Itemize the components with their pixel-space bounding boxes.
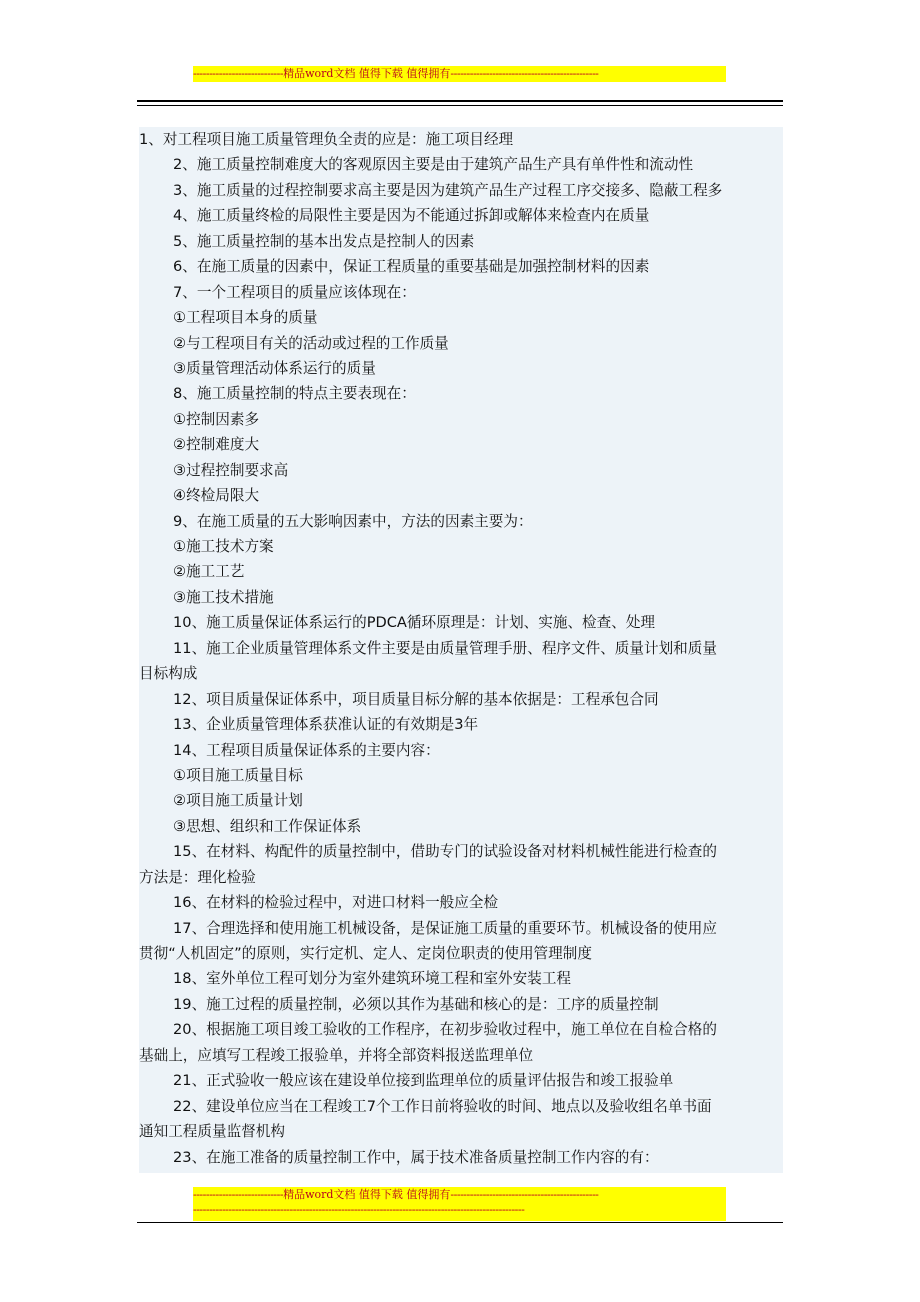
body-line: 5、施工质量控制的基本出发点是控制人的因素 — [173, 232, 475, 250]
body-line: 4、施工质量终检的局限性主要是因为不能通过拆卸或解体来检查内在质量 — [173, 207, 650, 225]
body-line: ③过程控制要求高 — [173, 461, 289, 479]
body-line: 15、在材料、构配件的质量控制中，借助专门的试验设备对材料机械性能进行检查的 — [173, 843, 717, 861]
body-line: 6、在施工质量的因素中，保证工程质量的重要基础是加强控制材料的因素 — [173, 258, 650, 276]
header-banner-right-dashes: ---------------------------------------------- — [450, 67, 599, 80]
body-line: 20、根据施工项目竣工验收的工作程序，在初步验收过程中，施工单位在自检合格的 — [173, 1021, 717, 1039]
body-line: 17、合理选择和使用施工机械设备，是保证施工质量的重要环节。机械设备的使用应 — [173, 919, 717, 937]
body-line: 13、企业质量管理体系获准认证的有效期是3年 — [173, 716, 479, 734]
body-line: 2、施工质量控制难度大的客观原因主要是由于建筑产品生产具有单件性和流动性 — [173, 156, 694, 174]
body-line: ③质量管理活动体系运行的质量 — [173, 359, 376, 377]
header-banner-left-dashes: ---------------------------- — [193, 67, 284, 80]
footer-banner — [193, 1187, 726, 1221]
header-banner-text: 精品word文档 值得下载 值得拥有 — [283, 67, 451, 80]
body-line: 10、施工质量保证体系运行的PDCA循环原理是：计划、实施、检查、处理 — [173, 614, 656, 632]
body-line: ③思想、组织和工作保证体系 — [173, 817, 362, 835]
footer-banner-left-dashes: ---------------------------- — [193, 1188, 284, 1201]
body-line: ③施工技术措施 — [173, 588, 274, 606]
header-banner — [193, 66, 726, 82]
header-rule-thin — [137, 105, 783, 106]
body-line: 21、正式验收一般应该在建设单位接到监理单位的质量评估报告和竣工报验单 — [173, 1072, 674, 1090]
body-line: 18、室外单位工程可划分为室外建筑环境工程和室外安装工程 — [173, 970, 572, 988]
body-line-continuation: 通知工程质量监督机构 — [139, 1123, 285, 1141]
body-line: 9、在施工质量的五大影响因素中，方法的因素主要为： — [173, 512, 533, 530]
body-line: 8、施工质量控制的特点主要表现在： — [173, 385, 416, 403]
body-line: 3、施工质量的过程控制要求高主要是因为建筑产品生产过程工序交接多、隐蔽工程多 — [173, 181, 723, 199]
body-line: 19、施工过程的质量控制，必须以其作为基础和核心的是：工序的质量控制 — [173, 995, 659, 1013]
body-line: ①施工技术方案 — [173, 538, 274, 555]
body-line-continuation: 方法是：理化检验 — [139, 868, 256, 886]
body-line: 23、在施工准备的质量控制工作中，属于技术准备质量控制工作内容的有： — [173, 1148, 659, 1166]
body-line: 12、项目质量保证体系中，项目质量目标分解的基本依据是：工程承包合同 — [173, 690, 659, 708]
body-line: ①工程项目本身的质量 — [173, 309, 318, 327]
body-line: 22、建设单位应当在工程竣工7个工作日前将验收的时间、地点以及验收组名单书面 — [173, 1097, 712, 1115]
body-line: ②施工工艺 — [173, 563, 245, 581]
body-line: ①控制因素多 — [173, 410, 260, 428]
body-line: 16、在材料的检验过程中，对进口材料一般应全检 — [173, 894, 499, 912]
body-line: 7、一个工程项目的质量应该体现在： — [173, 283, 416, 301]
body-line: ②项目施工质量计划 — [173, 792, 303, 810]
body-line-continuation: 目标构成 — [139, 665, 198, 683]
body-line-continuation: 基础上，应填写工程竣工报验单，并将全部资料报送监理单位 — [139, 1046, 534, 1064]
body-line: 14、工程项目质量保证体系的主要内容： — [173, 741, 440, 759]
body-line: ①项目施工质量目标 — [173, 766, 303, 784]
body-line: ②控制难度大 — [173, 436, 260, 454]
document-body — [139, 127, 783, 1173]
footer-rule — [137, 1222, 783, 1223]
body-line: ④终检局限大 — [173, 487, 260, 505]
body-line: 11、施工企业质量管理体系文件主要是由质量管理手册、程序文件、质量计划和质量 — [173, 639, 717, 657]
footer-banner-right-dashes: ---------------------------------------------- — [450, 1188, 599, 1201]
body-line-continuation: 贯彻“人机固定”的原则，实行定机、定人、定岗位职责的使用管理制度 — [139, 945, 592, 962]
body-line: 1、对工程项目施工质量管理负全责的应是：施工项目经理 — [139, 131, 514, 148]
footer-banner-text: 精品word文档 值得下载 值得拥有 — [283, 1188, 451, 1201]
body-line: ②与工程项目有关的活动或过程的工作质量 — [173, 334, 449, 352]
header-rule-thick — [137, 100, 783, 102]
footer-banner-dashes-line: ------------------------------------------------------------------------------------------------------- — [193, 1203, 525, 1216]
